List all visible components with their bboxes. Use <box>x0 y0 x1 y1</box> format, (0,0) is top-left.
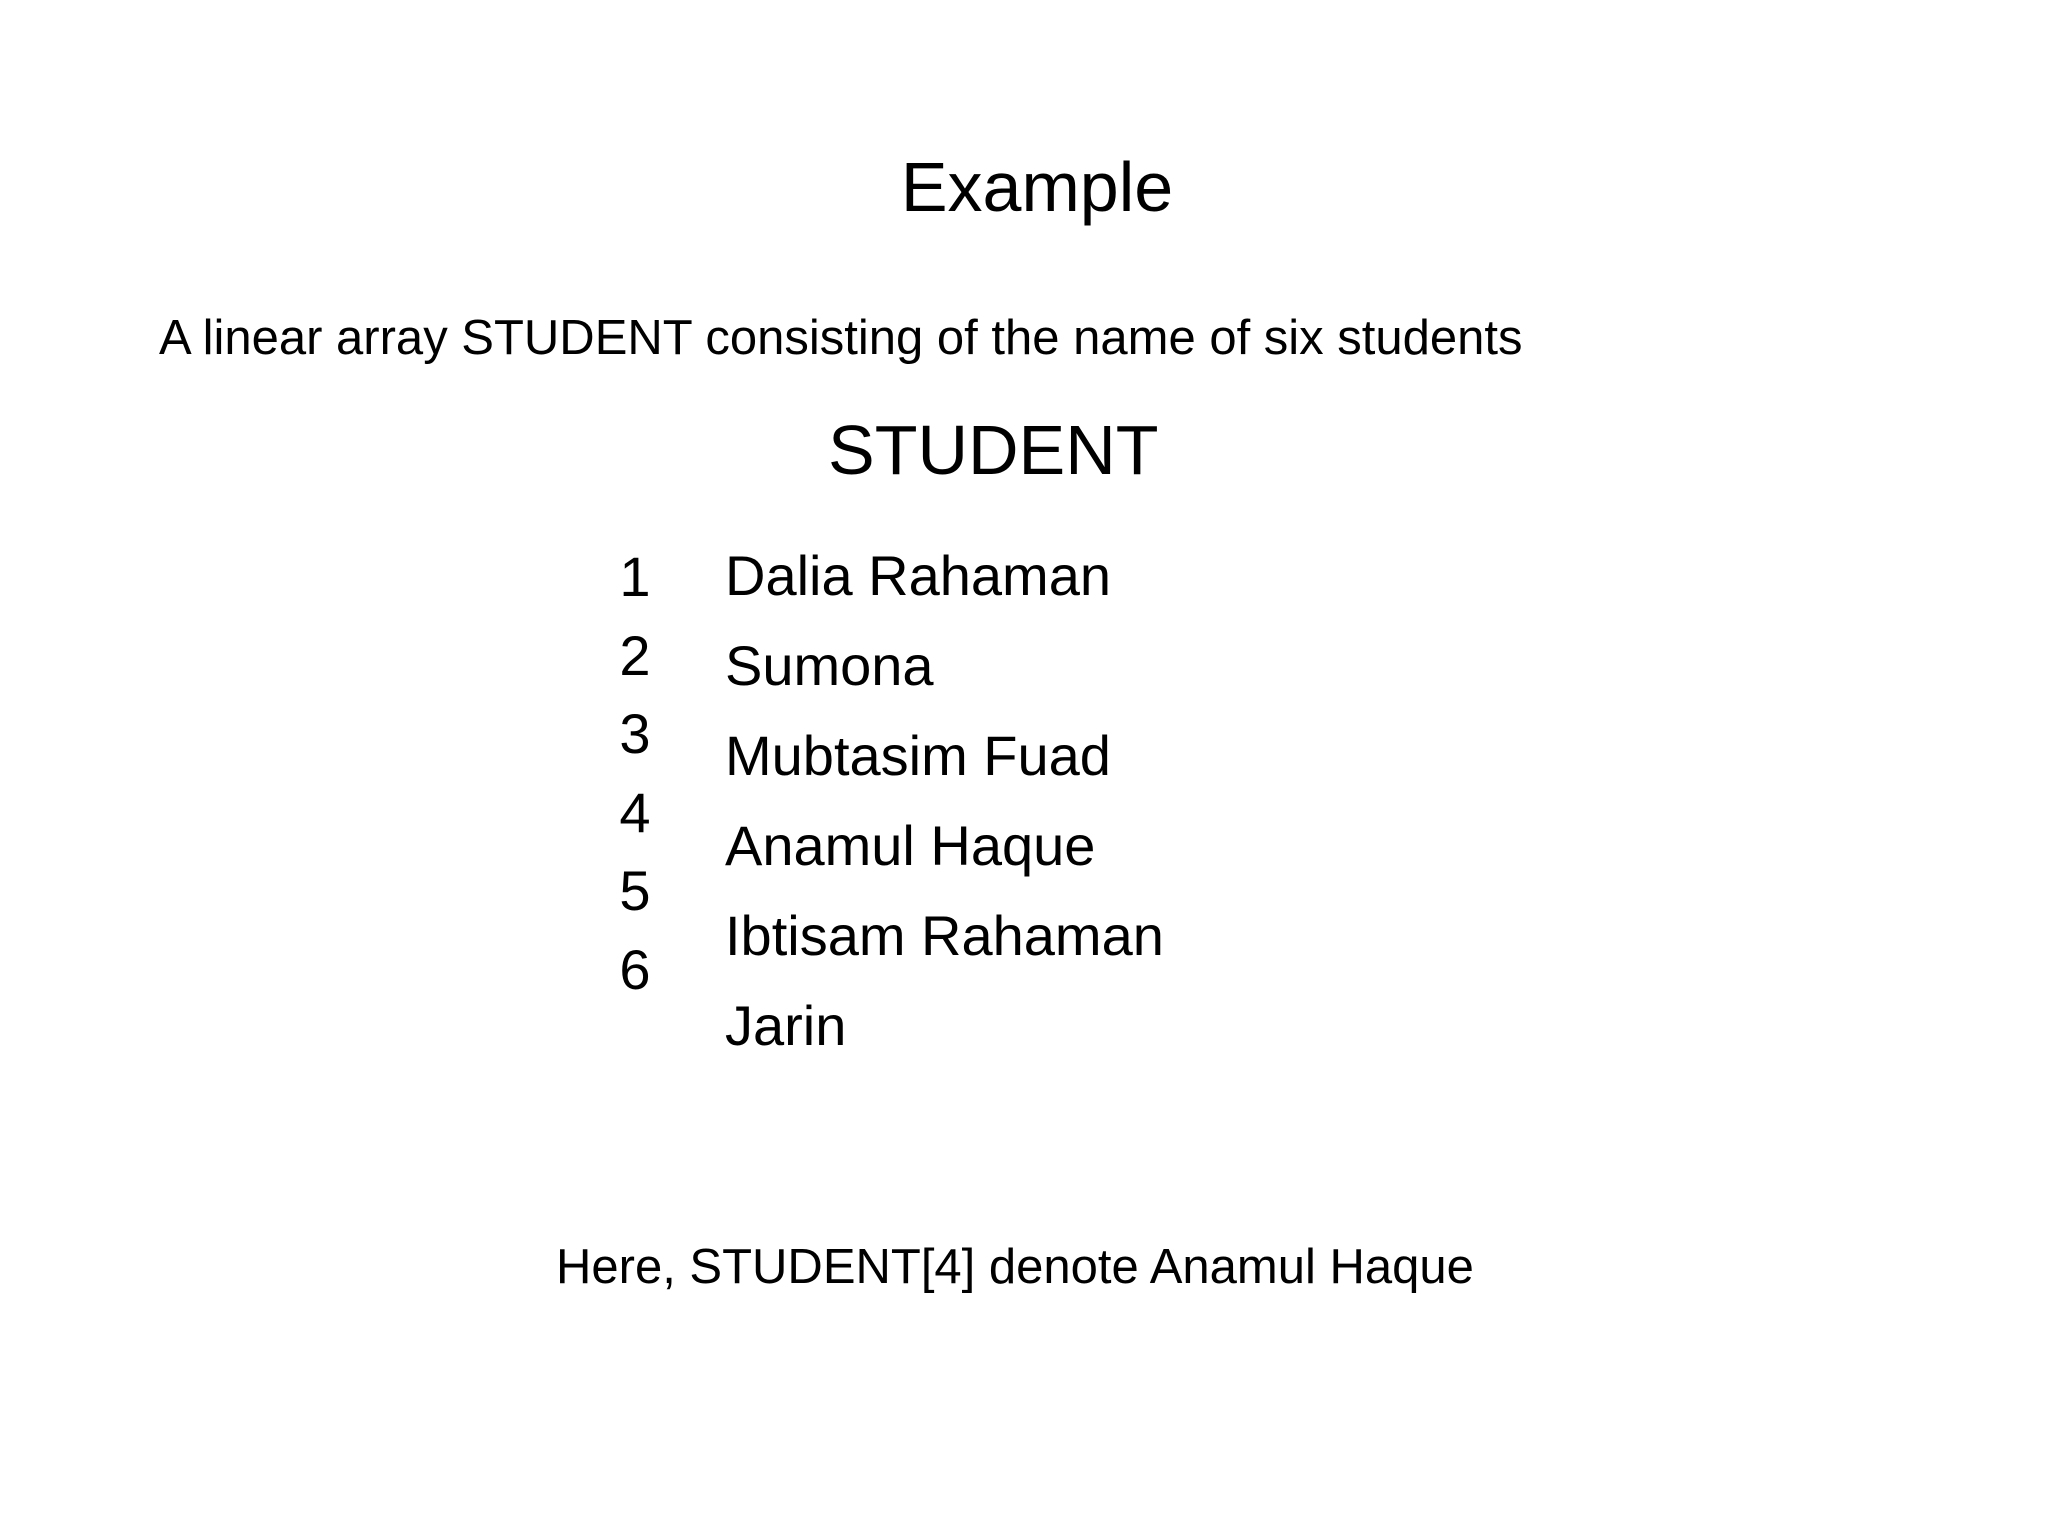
index-item: 3 <box>619 702 651 765</box>
index-item: 4 <box>619 780 651 844</box>
student-name-item: Sumona <box>725 634 934 697</box>
student-name-list <box>725 544 1164 1088</box>
student-name-item: Anamul Haque <box>725 814 1096 877</box>
conclusion-text: Here, STUDENT[4] denote Anamul Haque <box>556 1240 1474 1294</box>
student-name-item: Mubtasim Fuad <box>725 724 1111 787</box>
intro-text: A linear array STUDENT consisting of the name of six students <box>159 311 1523 365</box>
index-item: 2 <box>619 623 651 687</box>
array-name-heading: STUDENT <box>828 411 1159 489</box>
student-name-item: Jarin <box>725 994 847 1057</box>
student-name-item: Dalia Rahaman <box>725 544 1111 607</box>
index-item: 6 <box>619 937 651 1001</box>
slide-title: Example <box>900 148 1174 226</box>
index-list <box>600 545 670 1020</box>
student-name-item: Ibtisam Rahaman <box>725 904 1164 967</box>
index-item: 1 <box>619 545 651 608</box>
index-item: 5 <box>619 859 651 922</box>
